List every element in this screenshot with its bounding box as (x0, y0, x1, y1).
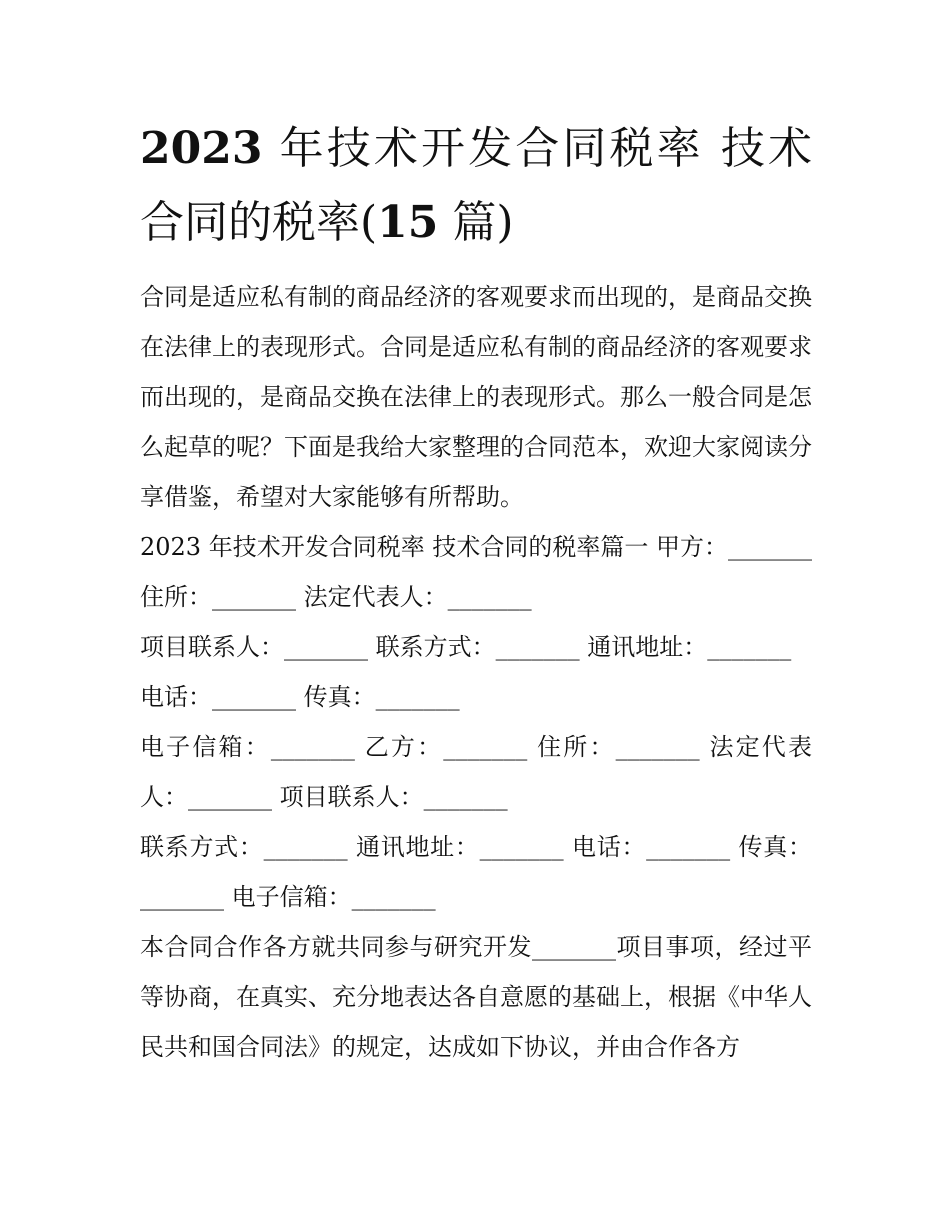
intro-paragraph: 合同是适应私有制的商品经济的客观要求而出现的，是商品交换在法律上的表现形式。合同是适应私有制的商品经济的客观要求而出现的，是商品交换在法律上的表现形式。那么一般合同是怎么起草的呢？下面是我给大家整理的合同范本，欢迎大家阅读分享借鉴，希望对大家能够有所帮助。 (140, 283, 812, 511)
title-suffix: 篇) (438, 197, 514, 248)
document-title (140, 112, 812, 260)
agreement-paragraph: 本合同合作各方就共同参与研究开发_______项目事项，经过平等协商，在真实、充分地表达各自意愿的基础上，根据《中华人民共和国合同法》的规定，达成如下协议，并由合作各方 (140, 933, 812, 1061)
document-page (140, 112, 812, 1072)
title-text: 年技术开发合同税率 技术合同的税率( (140, 123, 812, 248)
party-a-contact-line: 项目联系人：_______ 联系方式：_______ 通讯地址：_______ (140, 633, 792, 661)
party-b-contact-line: 联系方式：_______ 通讯地址：_______ 电话：_______ 传真：_______ 电子信箱：_______ (140, 833, 812, 911)
party-a-line: 2023 年技术开发合同税率 技术合同的税率篇一 甲方：_______ (140, 533, 812, 561)
party-b-line: 电子信箱：_______ 乙方：_______ 住所：_______ 法定代表人：_______ 项目联系人：_______ (140, 733, 812, 811)
title-count: 15 (377, 197, 439, 248)
title-year: 2023 (140, 123, 263, 174)
party-a-phone-line: 电话：_______ 传真：_______ (140, 683, 460, 711)
party-a-address-line: 住所：_______ 法定代表人：_______ (140, 583, 532, 611)
